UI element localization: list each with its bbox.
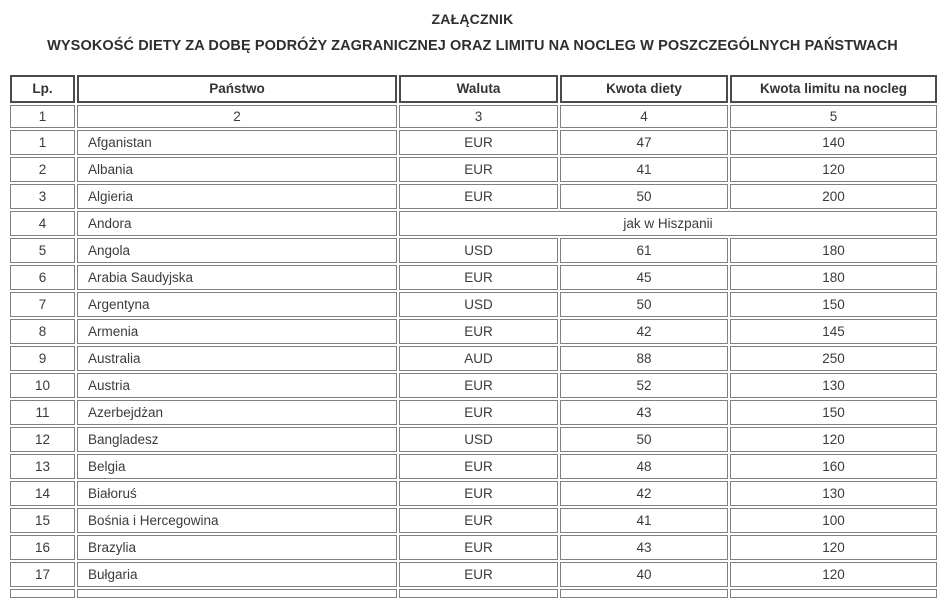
lodging-limit-cell: 140 — [730, 130, 937, 155]
column-header: Kwota diety — [560, 75, 728, 103]
lp-cell: 9 — [10, 346, 75, 371]
lodging-limit-cell: 150 — [730, 400, 937, 425]
country-cell: Belgia — [77, 454, 397, 479]
diet-amount-cell: 50 — [560, 292, 728, 317]
lp-cell: 13 — [10, 454, 75, 479]
lodging-limit-cell: 130 — [730, 373, 937, 398]
merged-note-cell: jak w Hiszpanii — [399, 211, 937, 236]
column-number-cell: 2 — [77, 105, 397, 128]
lp-cell: 17 — [10, 562, 75, 587]
table-row — [10, 454, 937, 479]
lp-cell: 8 — [10, 319, 75, 344]
table-row — [10, 481, 937, 506]
lodging-limit-cell: 180 — [730, 265, 937, 290]
currency-cell — [399, 589, 558, 598]
country-cell: Bośnia i Hercegowina — [77, 508, 397, 533]
document-page — [0, 12, 945, 604]
lp-cell: 11 — [10, 400, 75, 425]
currency-cell: EUR — [399, 454, 558, 479]
lodging-limit-cell — [730, 589, 937, 598]
table-row — [10, 265, 937, 290]
country-cell: Azerbejdżan — [77, 400, 397, 425]
currency-cell: EUR — [399, 400, 558, 425]
lodging-limit-cell: 100 — [730, 508, 937, 533]
diet-amount-cell: 88 — [560, 346, 728, 371]
column-header: Kwota limitu na nocleg — [730, 75, 937, 103]
lp-cell — [10, 589, 75, 598]
currency-cell: EUR — [399, 508, 558, 533]
diet-amount-cell: 43 — [560, 535, 728, 560]
table-row — [10, 589, 937, 598]
lp-cell: 12 — [10, 427, 75, 452]
column-header: Lp. — [10, 75, 75, 103]
country-cell: Argentyna — [77, 292, 397, 317]
table-row — [10, 292, 937, 317]
lp-cell: 7 — [10, 292, 75, 317]
diet-amount-cell — [560, 589, 728, 598]
diet-amount-cell: 48 — [560, 454, 728, 479]
currency-cell: EUR — [399, 130, 558, 155]
lp-cell: 1 — [10, 130, 75, 155]
diet-amount-cell: 50 — [560, 427, 728, 452]
currency-cell: EUR — [399, 373, 558, 398]
currency-cell: EUR — [399, 265, 558, 290]
table-row — [10, 562, 937, 587]
currency-cell: EUR — [399, 157, 558, 182]
lp-cell: 4 — [10, 211, 75, 236]
diet-amount-cell: 41 — [560, 508, 728, 533]
column-number-cell: 5 — [730, 105, 937, 128]
column-number-cell: 3 — [399, 105, 558, 128]
country-cell: Austria — [77, 373, 397, 398]
diet-amount-cell: 43 — [560, 400, 728, 425]
table-row — [10, 211, 937, 236]
lp-cell: 5 — [10, 238, 75, 263]
diet-amount-cell: 61 — [560, 238, 728, 263]
country-cell — [77, 589, 397, 598]
country-cell: Afganistan — [77, 130, 397, 155]
header-row — [10, 75, 937, 103]
country-cell: Bułgaria — [77, 562, 397, 587]
lodging-limit-cell: 120 — [730, 562, 937, 587]
country-cell: Arabia Saudyjska — [77, 265, 397, 290]
currency-cell: EUR — [399, 184, 558, 209]
lodging-limit-cell: 250 — [730, 346, 937, 371]
lp-cell: 3 — [10, 184, 75, 209]
table-row — [10, 346, 937, 371]
lp-cell: 14 — [10, 481, 75, 506]
table-row — [10, 508, 937, 533]
diet-amount-cell: 42 — [560, 319, 728, 344]
country-cell: Armenia — [77, 319, 397, 344]
currency-cell: USD — [399, 292, 558, 317]
table-body — [10, 105, 937, 598]
table-row — [10, 535, 937, 560]
country-cell: Bangladesz — [77, 427, 397, 452]
allowance-table — [8, 73, 939, 600]
lp-cell: 2 — [10, 157, 75, 182]
table-row — [10, 130, 937, 155]
currency-cell: EUR — [399, 562, 558, 587]
column-number-row — [10, 105, 937, 128]
table-row — [10, 238, 937, 263]
country-cell: Algieria — [77, 184, 397, 209]
column-number-cell: 1 — [10, 105, 75, 128]
country-cell: Brazylia — [77, 535, 397, 560]
column-header: Państwo — [77, 75, 397, 103]
currency-cell: EUR — [399, 535, 558, 560]
diet-amount-cell: 45 — [560, 265, 728, 290]
lp-cell: 15 — [10, 508, 75, 533]
country-cell: Angola — [77, 238, 397, 263]
table-row — [10, 184, 937, 209]
lodging-limit-cell: 180 — [730, 238, 937, 263]
diet-amount-cell: 42 — [560, 481, 728, 506]
country-cell: Białoruś — [77, 481, 397, 506]
diet-amount-cell: 47 — [560, 130, 728, 155]
page-subtitle: WYSOKOŚĆ DIETY ZA DOBĘ PODRÓŻY ZAGRANICZNEJ ORAZ LIMITU NA NOCLEG W POSZCZEGÓLNYCH PAŃSTWACH — [47, 38, 898, 54]
lodging-limit-cell: 145 — [730, 319, 937, 344]
column-number-cell: 4 — [560, 105, 728, 128]
lp-cell: 6 — [10, 265, 75, 290]
table-row — [10, 427, 937, 452]
column-header: Waluta — [399, 75, 558, 103]
lodging-limit-cell: 160 — [730, 454, 937, 479]
lodging-limit-cell: 200 — [730, 184, 937, 209]
country-cell: Andora — [77, 211, 397, 236]
country-cell: Australia — [77, 346, 397, 371]
page-title: ZAŁĄCZNIK — [431, 11, 514, 27]
currency-cell: EUR — [399, 319, 558, 344]
diet-amount-cell: 50 — [560, 184, 728, 209]
table-row — [10, 319, 937, 344]
diet-amount-cell: 40 — [560, 562, 728, 587]
lp-cell: 16 — [10, 535, 75, 560]
lodging-limit-cell: 130 — [730, 481, 937, 506]
country-cell: Albania — [77, 157, 397, 182]
currency-cell: USD — [399, 427, 558, 452]
lodging-limit-cell: 120 — [730, 427, 937, 452]
lodging-limit-cell: 120 — [730, 535, 937, 560]
diet-amount-cell: 41 — [560, 157, 728, 182]
table-row — [10, 157, 937, 182]
table-row — [10, 373, 937, 398]
diet-amount-cell: 52 — [560, 373, 728, 398]
lodging-limit-cell: 150 — [730, 292, 937, 317]
currency-cell: USD — [399, 238, 558, 263]
currency-cell: EUR — [399, 481, 558, 506]
table-header — [10, 75, 937, 103]
lodging-limit-cell: 120 — [730, 157, 937, 182]
table-row — [10, 400, 937, 425]
lp-cell: 10 — [10, 373, 75, 398]
currency-cell: AUD — [399, 346, 558, 371]
